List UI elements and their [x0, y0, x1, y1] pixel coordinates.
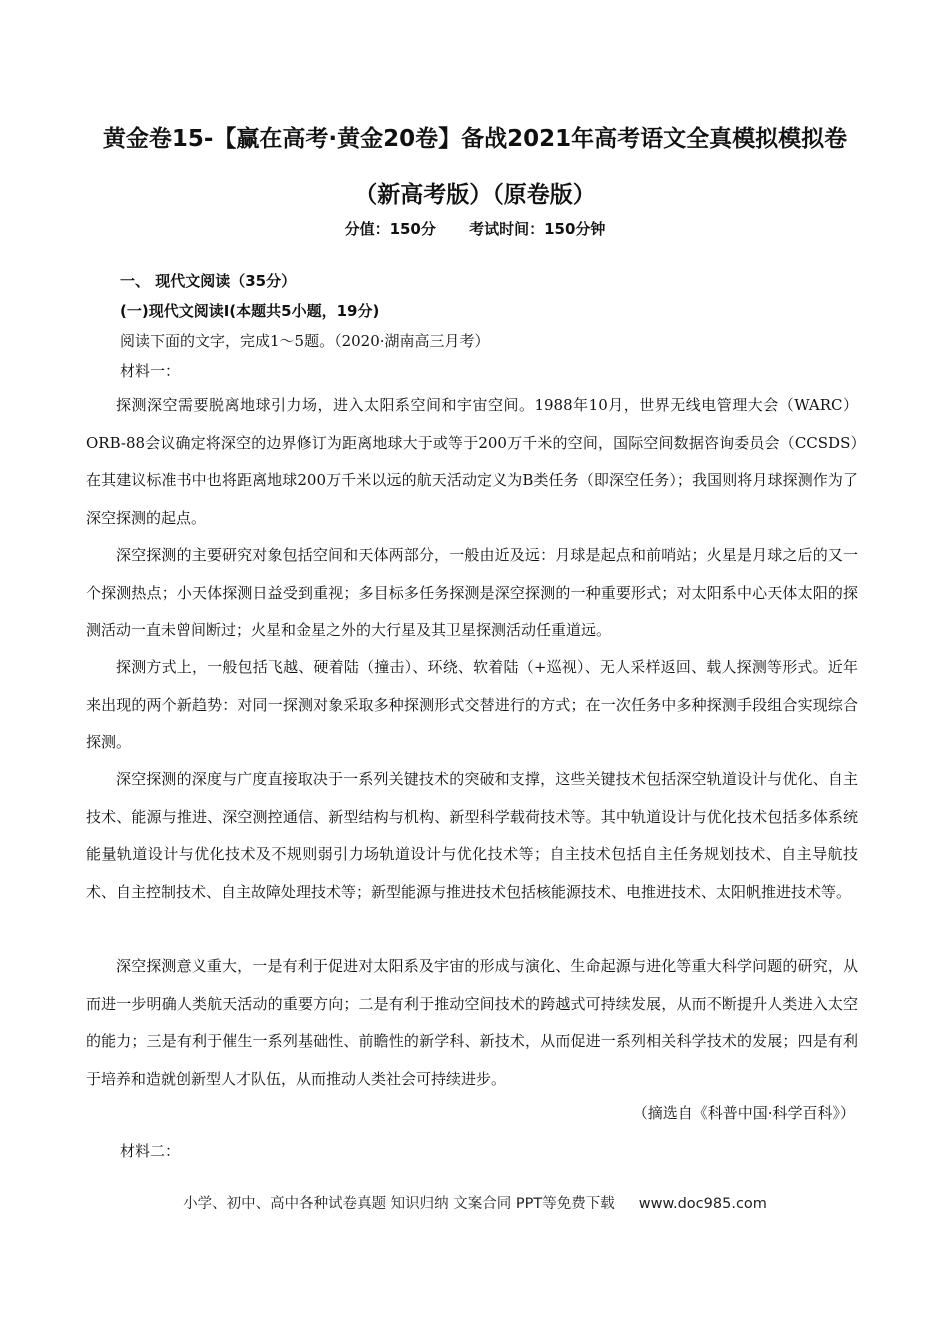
- subsection-heading: (一)现代文阅读Ⅰ(本题共5小题，19分): [120, 302, 380, 320]
- document-title: 黄金卷15-【赢在高考·黄金20卷】备战2021年高考语文全真模拟模拟卷: [102, 126, 848, 152]
- footer-text: 小学、初中、高中各种试卷真题 知识归纳 文案合同 PPT等免费下载: [183, 1196, 615, 1212]
- page-footer: [0, 1192, 950, 1213]
- section-heading: 一、 现代文阅读（35分）: [120, 272, 297, 290]
- exam-meta: [0, 218, 950, 239]
- time-info: 考试时间：150分钟: [469, 220, 606, 238]
- material-two-label: 材料二：: [120, 1142, 181, 1160]
- paragraph-5: 深空探测意义重大，一是有利于促进对太阳系及宇宙的形成与演化、生命起源与进化等重大科学问题的研究，从而进一步明确人类航天活动的重要方向；二是有利于推动空间技术的跨越式可持续发展，从而不断提升人类进入太空的能力；三是有利于催生一系列基础性、前瞻性的新学科、新技术，从而促进一系列相关科学技术的发展；四是有利于培养和造就创新型人才队伍，从而推动人类社会可持续进步。: [86, 957, 858, 1088]
- document-subtitle: （新高考版）（原卷版）: [354, 182, 596, 208]
- source-citation: （摘选自《科普中国·科学百科》）: [632, 1104, 855, 1122]
- paragraph-4: 深空探测的深度与广度直接取决于一系列关键技术的突破和支撑，这些关键技术包括深空轨道设计与优化、自主技术、能源与推进、深空测控通信、新型结构与机构、新型科学载荷技术等。其中轨道设计与优化技术包括多体系统能量轨道设计与优化技术及不规则弱引力场轨道设计与优化技术等；自主技术包括自主任务规划技术、自主导航技术、自主控制技术、自主故障处理技术等；新型能源与推进技术包括核能源技术、电推进技术、太阳帆推进技术等。: [86, 770, 858, 901]
- paragraph-2: 深空探测的主要研究对象包括空间和天体两部分，一般由近及远：月球是起点和前哨站；火星是月球之后的又一个探测热点；小天体探测日益受到重视；多目标多任务探测是深空探测的一种重要形式；对太阳系中心天体太阳的探测活动一直未曾间断过；火星和金星之外的大行星及其卫星探测活动任重道远。: [86, 546, 858, 639]
- reading-instruction: 阅读下面的文字，完成1～5题。（2020·湖南高三月考）: [120, 332, 490, 350]
- paragraph-1: 探测深空需要脱离地球引力场，进入太阳系空间和宇宙空间。1988年10月，世界无线电管理大会（WARC）ORB-88会议确定将深空的边界修订为距离地球大于或等于200万千米的空间，国际空间数据咨询委员会（CCSDS）在其建议标准书中也将距离地球200万千米以远的航天活动定义为B类任务（即深空任务）；我国则将月球探测作为了深空探测的起点。: [86, 396, 858, 527]
- score-info: 分值：150分: [344, 220, 436, 238]
- paragraph-3: 探测方式上，一般包括飞越、硬着陆（撞击）、环绕、软着陆（+巡视）、无人采样返回、载人探测等形式。近年来出现的两个新趋势：对同一探测对象采取多种探测形式交替进行的方式；在一次任务中多种探测手段组合实现综合探测。: [86, 658, 858, 751]
- material-one-label: 材料一：: [120, 362, 181, 380]
- footer-link[interactable]: www.doc985.com: [638, 1196, 767, 1212]
